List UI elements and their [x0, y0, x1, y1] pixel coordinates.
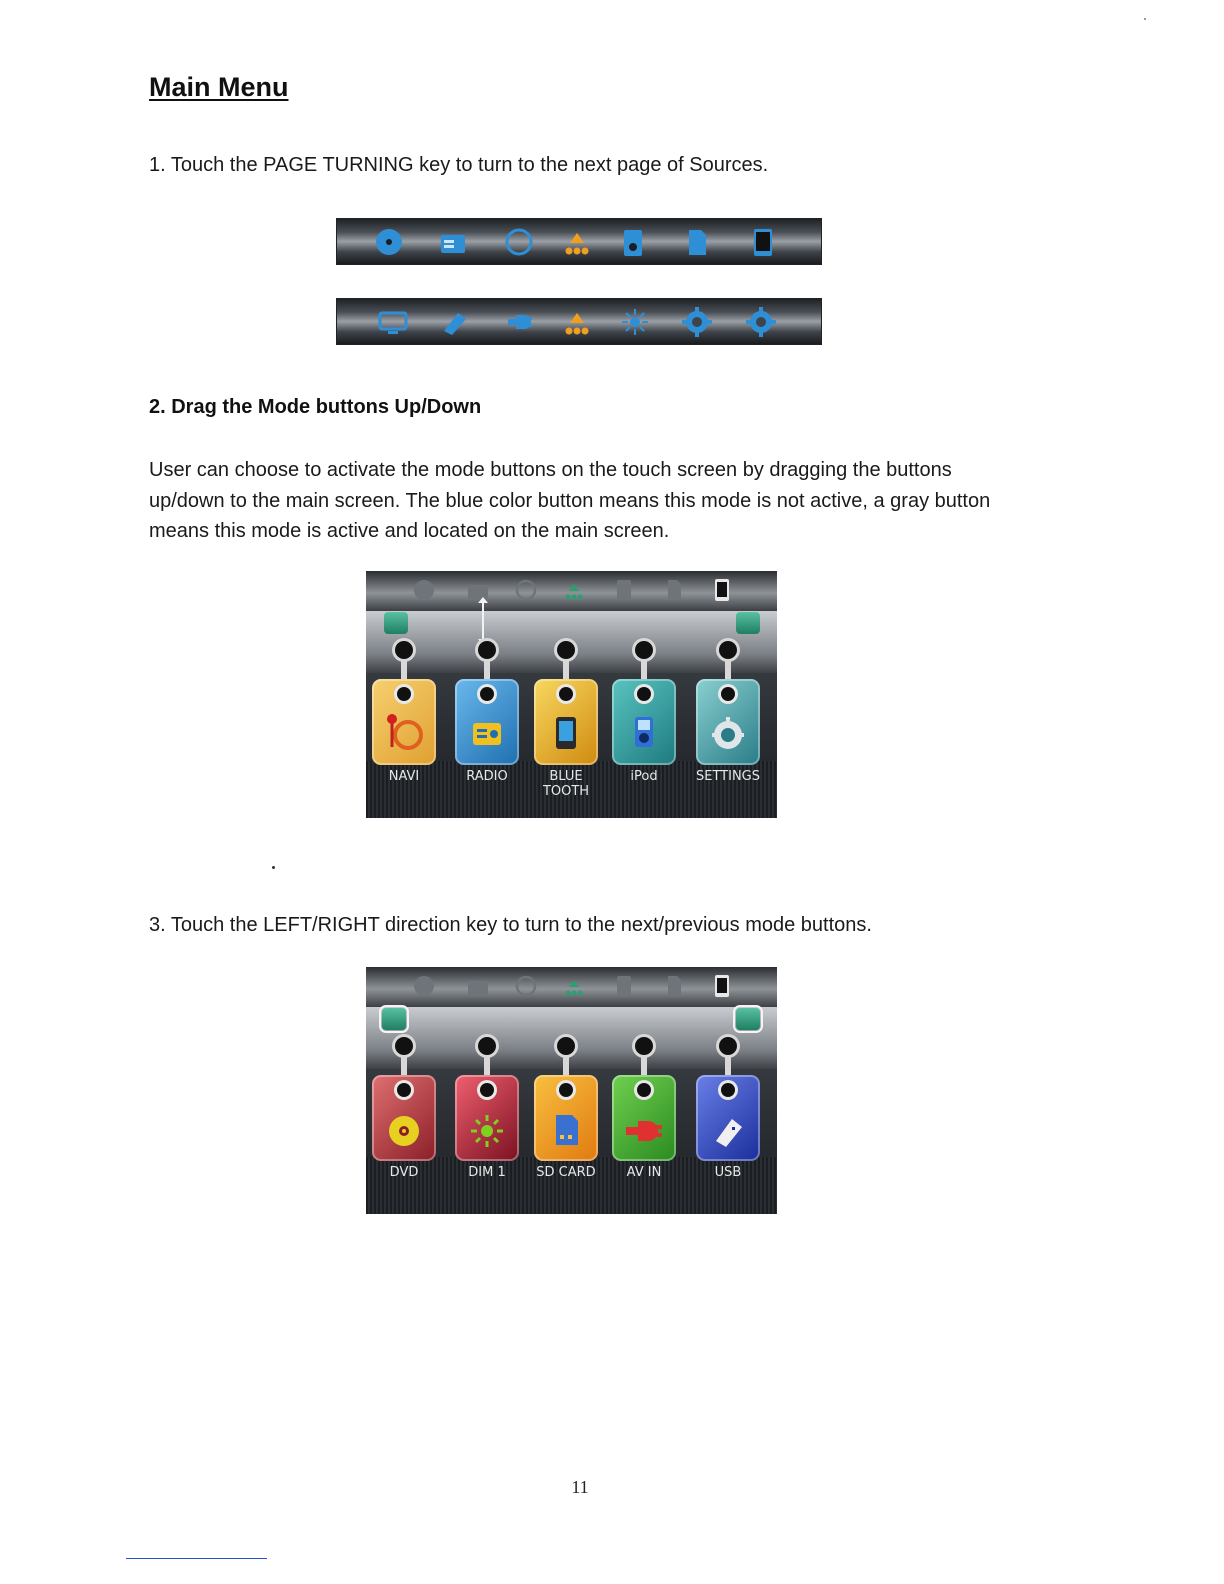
right-arrow-key[interactable] [736, 612, 760, 634]
right-arrow-key[interactable] [736, 1008, 760, 1030]
disc-icon [384, 1105, 424, 1149]
page-number: 11 [571, 1477, 589, 1497]
left-arrow-key[interactable] [382, 1008, 406, 1030]
mode-button-ipod[interactable] [609, 641, 679, 784]
ipod-icon[interactable] [612, 974, 636, 998]
gear-icon[interactable] [746, 307, 776, 337]
map-pin-icon [384, 709, 424, 753]
mode-label: DIM 1 [468, 1165, 506, 1180]
ipod-icon[interactable] [612, 578, 636, 602]
page-turn-icon[interactable] [562, 578, 586, 602]
compass-icon[interactable] [504, 227, 534, 257]
page-title: Main Menu [149, 72, 289, 102]
mode-label: NAVI [388, 769, 420, 784]
disc-icon[interactable] [412, 578, 436, 602]
step-1-text: 1. Touch the PAGE TURNING key to turn to the next page of Sources. [149, 154, 769, 176]
sun-icon [467, 1105, 507, 1149]
gear-icon[interactable] [682, 307, 712, 337]
source-strip-page-2[interactable] [336, 298, 822, 345]
mode-button-usb[interactable] [693, 1037, 763, 1180]
sd-card-icon[interactable] [682, 227, 712, 257]
mode-screen-2 [366, 967, 777, 1214]
disc-icon[interactable] [412, 974, 436, 998]
mode-button-dim[interactable] [452, 1037, 522, 1180]
radio-icon [467, 709, 507, 753]
left-arrow-key[interactable] [384, 612, 408, 634]
disc-icon[interactable] [374, 227, 404, 257]
mode-label: iPod [630, 769, 658, 784]
radio-icon[interactable] [438, 227, 468, 257]
source-bar [366, 967, 777, 1007]
phone-icon[interactable] [710, 578, 734, 602]
mode-label: SD CARD [536, 1165, 596, 1180]
mode-label: BLUE TOOTH [542, 769, 590, 799]
plug-icon[interactable] [504, 307, 534, 337]
mode-button-navi[interactable] [369, 641, 439, 784]
gear-icon [708, 709, 748, 753]
usb-icon [708, 1105, 748, 1149]
source-strip-page-1[interactable] [336, 218, 822, 265]
sd-card-icon[interactable] [662, 974, 686, 998]
phone-icon[interactable] [710, 974, 734, 998]
usb-icon[interactable] [440, 307, 470, 337]
mode-button-settings[interactable] [693, 641, 763, 784]
mode-button-bluetooth[interactable] [531, 641, 601, 799]
drag-indicator [482, 601, 484, 641]
mode-button-radio[interactable] [452, 641, 522, 784]
mode-button-sd-card[interactable] [531, 1037, 601, 1180]
mode-label: SETTINGS [695, 769, 760, 784]
mode-button-dvd[interactable] [369, 1037, 439, 1180]
source-bar [366, 571, 777, 611]
ipod-icon [624, 709, 664, 753]
phone-icon[interactable] [748, 227, 778, 257]
sd-card-icon[interactable] [662, 578, 686, 602]
compass-icon[interactable] [514, 974, 538, 998]
mode-label: DVD [389, 1165, 419, 1180]
step-3-text: 3. Touch the LEFT/RIGHT direction key to turn to the next/previous mode buttons. [149, 914, 872, 936]
mode-label: USB [714, 1165, 742, 1180]
step-2-body: User can choose to activate the mode buttons on the touch screen by dragging the buttons up/down to the main screen. The blue color button means this mode is not active, a gray button means this mode is active and located on the main screen. [149, 459, 991, 542]
plug-icon [624, 1105, 664, 1149]
page-turn-icon[interactable] [562, 307, 592, 337]
mode-screen-1 [366, 571, 777, 818]
radio-icon[interactable] [466, 974, 490, 998]
phone-icon [546, 709, 586, 753]
sd-card-icon [546, 1105, 586, 1149]
page-turn-icon[interactable] [562, 974, 586, 998]
mode-label: RADIO [466, 769, 508, 784]
sun-icon[interactable] [620, 307, 650, 337]
ipod-icon[interactable] [618, 227, 648, 257]
mode-label: AV IN [626, 1165, 662, 1180]
mode-button-av-in[interactable] [609, 1037, 679, 1180]
page-turn-icon[interactable] [562, 227, 592, 257]
step-2-heading: 2. Drag the Mode buttons Up/Down [149, 396, 482, 418]
compass-icon[interactable] [514, 578, 538, 602]
footer-rule [126, 1558, 267, 1559]
monitor-icon[interactable] [378, 307, 408, 337]
